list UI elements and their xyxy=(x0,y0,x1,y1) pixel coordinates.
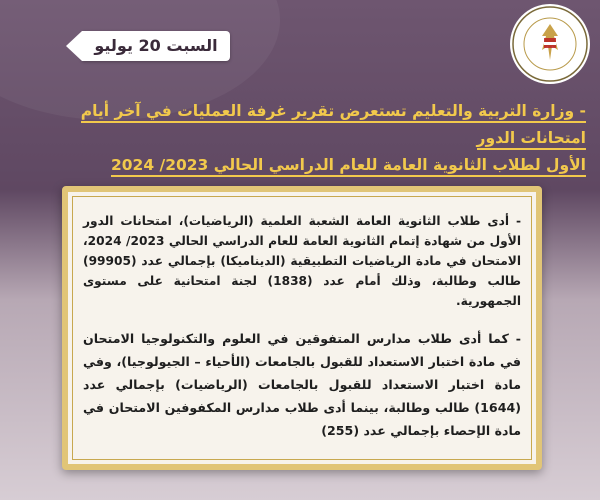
headline xyxy=(14,98,586,179)
headline-line-1: - وزارة التربية والتعليم تستعرض تقرير غرفة العمليات في آخر أيام امتحانات الدور xyxy=(81,102,586,150)
date-text: السبت 20 يوليو xyxy=(94,36,218,55)
date-badge xyxy=(82,31,230,61)
ministry-seal-icon xyxy=(508,2,592,86)
content-card xyxy=(62,186,542,470)
paragraph-2: - كما أدى طلاب مدارس المتفوقين في العلوم والتكنولوجيا الامتحان في مادة اختبار الاستعداد للقبول بالجامعات (الأحياء – الجيولوجيا)، وفي مادة اختبار الاستعداد للقبول بالجامعات (الرياضيات) بإجمالي عدد (1644) طالب وطالبة، بينما أدى طلاب مدارس المكفوفين الامتحان في مادة الإحصاء بإجمالي عدد (255) xyxy=(83,331,521,438)
ministry-logo xyxy=(508,2,592,86)
paragraph-1: - أدى طلاب الثانوية العامة الشعبة العلمية (الرياضيات)، امتحانات الدور الأول من شهادة إتمام الثانوية العامة للعام الدراسي الحالي 2023/ 2024، الامتحان في مادة الرياضيات التطبيقية (الديناميكا) بإجمالي عدد (99905) طالب وطالبة، وذلك أمام عدد (1838) لجنة امتحانية على مستوى الجمهورية. xyxy=(83,214,521,308)
content-card-inner xyxy=(72,196,532,460)
headline-line-2: الأول لطلاب الثانوية العامة للعام الدراسي الحالي 2023/ 2024 xyxy=(111,156,586,177)
